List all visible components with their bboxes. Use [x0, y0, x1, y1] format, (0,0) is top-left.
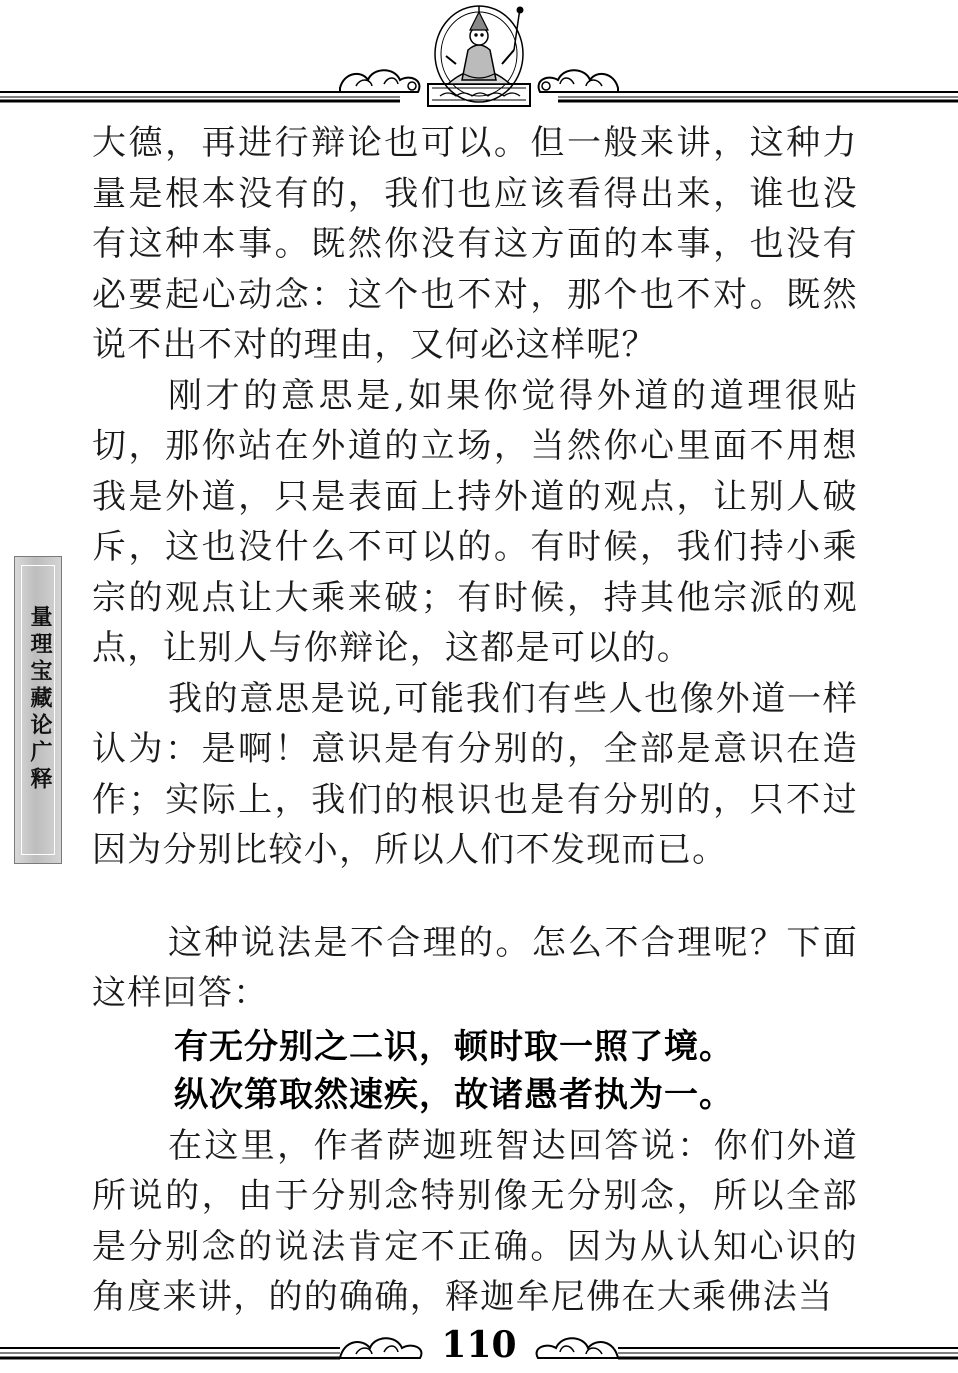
padmasambhava-figure-icon — [428, 6, 530, 106]
paragraph-2: 刚才的意思是,如果你觉得外道的道理很贴切，那你站在外道的立场，当然你心里面不用想我是外道，只是表面上持外道的观点，让别人破斥，这也没什么不可以的。有时候，我们持小乘宗的观点让大乘来破；有时候，持其他宗派的观点，让别人与你辩论，这都是可以的。 — [92, 375, 858, 668]
left-cloud-ornament — [340, 70, 419, 92]
page-number: 110 — [441, 1324, 517, 1366]
book-title-text: 量理宝藏论广释 — [27, 605, 52, 794]
paragraph-3: 我的意思是说,可能我们有些人也像外道一样认为：是啊！意识是有分别的，全部是意识在造作；实际上，我们的根识也是有分别的，只不过因为分别比较小，所以人们不发现而已。 — [92, 678, 858, 870]
right-cloud-ornament — [539, 70, 618, 92]
main-content — [92, 118, 858, 1323]
verse-block — [92, 1023, 858, 1119]
paragraph-1: 大德，再进行辩论也可以。但一般来讲，这种力量是根本没有的，我们也应该看得出来，谁也没有这种本事。既然你没有这方面的本事，也没有必要起心动念：这个也不对，那个也不对。既然说不出不对的理由，又何必这样呢？ — [92, 123, 858, 365]
verse-line-2: 纵次第取然速疾，故诸愚者执为一。 — [174, 1074, 734, 1115]
closing-paragraph: 在这里，作者萨迦班智达回答说：你们外道所说的，由于分别念特别像无分别念，所以全部是分别念的说法肯定不正确。因为从认知心识的角度来讲，的的确确，释迦牟尼佛在大乘佛法当 — [92, 1125, 858, 1317]
header-ornament — [0, 0, 958, 115]
book-title-side-tab — [14, 556, 62, 864]
paragraph-4: 这种说法是不合理的。怎么不合理呢？下面这样回答： — [92, 922, 858, 1013]
verse-line-1: 有无分别之二识，顿时取一照了境。 — [174, 1026, 734, 1067]
